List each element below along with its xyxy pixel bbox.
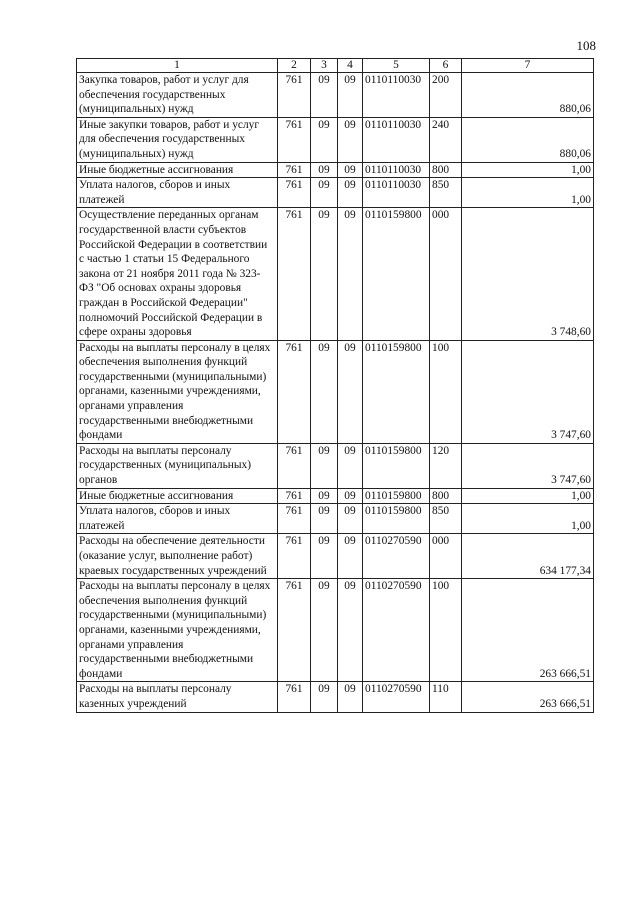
row-expense-type: 120 <box>430 443 462 488</box>
row-target-article: 0110270590 <box>363 579 430 682</box>
row-name: Расходы на выплаты персоналу государственных (муниципальных) органов <box>77 443 278 488</box>
column-header: 5 <box>363 59 430 73</box>
row-target-article: 0110110030 <box>363 73 430 118</box>
row-name: Расходы на обеспечение деятельности (оказание услуг, выполнение работ) краевых государственных учреждений <box>77 534 278 579</box>
row-admin-code: 761 <box>278 162 311 178</box>
row-amount: 263 666,51 <box>462 682 594 712</box>
column-header: 2 <box>278 59 311 73</box>
row-amount: 3 747,60 <box>462 340 594 443</box>
row-admin-code: 761 <box>278 178 311 208</box>
row-expense-type: 000 <box>430 208 462 340</box>
row-admin-code: 761 <box>278 340 311 443</box>
row-name: Расходы на выплаты персоналу в целях обеспечения выполнения функций государственными (муниципальными) органами, казенными учреждениями, органами управления государственными внебюджетными фондами <box>77 340 278 443</box>
row-section: 09 <box>311 178 338 208</box>
row-subsection: 09 <box>338 488 363 504</box>
row-admin-code: 761 <box>278 488 311 504</box>
column-header: 1 <box>77 59 278 73</box>
page-number: 108 <box>576 38 596 53</box>
row-subsection: 09 <box>338 162 363 178</box>
row-subsection: 09 <box>338 117 363 162</box>
table-row <box>77 534 594 579</box>
row-admin-code: 761 <box>278 208 311 340</box>
row-section: 09 <box>311 208 338 340</box>
row-name: Иные закупки товаров, работ и услуг для обеспечения государственных (муниципальных) нужд <box>77 117 278 162</box>
row-section: 09 <box>311 117 338 162</box>
row-amount: 1,00 <box>462 178 594 208</box>
row-target-article: 0110159800 <box>363 443 430 488</box>
row-amount: 880,06 <box>462 117 594 162</box>
table-row <box>77 73 594 118</box>
row-expense-type: 100 <box>430 340 462 443</box>
row-expense-type: 200 <box>430 73 462 118</box>
row-expense-type: 110 <box>430 682 462 712</box>
column-header-row <box>77 59 594 73</box>
row-admin-code: 761 <box>278 504 311 534</box>
row-amount: 1,00 <box>462 504 594 534</box>
row-admin-code: 761 <box>278 534 311 579</box>
row-amount: 263 666,51 <box>462 579 594 682</box>
row-name: Расходы на выплаты персоналу казенных учреждений <box>77 682 278 712</box>
row-target-article: 0110270590 <box>363 534 430 579</box>
row-admin-code: 761 <box>278 682 311 712</box>
row-section: 09 <box>311 504 338 534</box>
table-row <box>77 162 594 178</box>
table-row <box>77 340 594 443</box>
row-name: Расходы на выплаты персоналу в целях обеспечения выполнения функций государственными (муниципальными) органами, казенными учреждениями, органами управления государственными внебюджетными фондами <box>77 579 278 682</box>
row-expense-type: 850 <box>430 504 462 534</box>
row-name: Закупка товаров, работ и услуг для обеспечения государственных (муниципальных) нужд <box>77 73 278 118</box>
row-subsection: 09 <box>338 504 363 534</box>
row-target-article: 0110270590 <box>363 682 430 712</box>
row-target-article: 0110159800 <box>363 340 430 443</box>
row-expense-type: 240 <box>430 117 462 162</box>
column-header: 4 <box>338 59 363 73</box>
column-header: 3 <box>311 59 338 73</box>
row-name: Иные бюджетные ассигнования <box>77 488 278 504</box>
row-section: 09 <box>311 73 338 118</box>
row-admin-code: 761 <box>278 443 311 488</box>
row-subsection: 09 <box>338 178 363 208</box>
row-target-article: 0110110030 <box>363 178 430 208</box>
row-target-article: 0110159800 <box>363 504 430 534</box>
row-amount: 1,00 <box>462 488 594 504</box>
row-expense-type: 000 <box>430 534 462 579</box>
row-expense-type: 800 <box>430 162 462 178</box>
table-row <box>77 682 594 712</box>
row-target-article: 0110159800 <box>363 208 430 340</box>
table-row <box>77 488 594 504</box>
row-expense-type: 800 <box>430 488 462 504</box>
row-amount: 634 177,34 <box>462 534 594 579</box>
row-expense-type: 850 <box>430 178 462 208</box>
row-section: 09 <box>311 488 338 504</box>
row-subsection: 09 <box>338 534 363 579</box>
row-section: 09 <box>311 340 338 443</box>
row-admin-code: 761 <box>278 73 311 118</box>
row-section: 09 <box>311 534 338 579</box>
row-section: 09 <box>311 162 338 178</box>
row-name: Иные бюджетные ассигнования <box>77 162 278 178</box>
table-row <box>77 208 594 340</box>
row-section: 09 <box>311 682 338 712</box>
column-header: 7 <box>462 59 594 73</box>
table-row <box>77 443 594 488</box>
row-name: Уплата налогов, сборов и иных платежей <box>77 504 278 534</box>
row-amount: 3 747,60 <box>462 443 594 488</box>
row-section: 09 <box>311 443 338 488</box>
table-row <box>77 504 594 534</box>
table-row <box>77 117 594 162</box>
row-amount: 880,06 <box>462 73 594 118</box>
budget-table <box>76 58 594 713</box>
row-target-article: 0110110030 <box>363 162 430 178</box>
table-row <box>77 579 594 682</box>
row-amount: 3 748,60 <box>462 208 594 340</box>
row-target-article: 0110159800 <box>363 488 430 504</box>
row-subsection: 09 <box>338 443 363 488</box>
row-target-article: 0110110030 <box>363 117 430 162</box>
row-subsection: 09 <box>338 579 363 682</box>
row-subsection: 09 <box>338 73 363 118</box>
table-row <box>77 178 594 208</box>
row-subsection: 09 <box>338 208 363 340</box>
row-admin-code: 761 <box>278 579 311 682</box>
row-name: Осуществление переданных органам государственной власти субъектов Российской Федерации в соответствии с частью 1 статьи 15 Федерального закона от 21 ноября 2011 года № 323-ФЗ "Об основах охраны здоровья граждан в Российской Федерации" полномочий Российской Федерации в сфере охраны здоровья <box>77 208 278 340</box>
column-header: 6 <box>430 59 462 73</box>
row-subsection: 09 <box>338 340 363 443</box>
row-name: Уплата налогов, сборов и иных платежей <box>77 178 278 208</box>
row-subsection: 09 <box>338 682 363 712</box>
row-section: 09 <box>311 579 338 682</box>
row-admin-code: 761 <box>278 117 311 162</box>
row-amount: 1,00 <box>462 162 594 178</box>
row-expense-type: 100 <box>430 579 462 682</box>
